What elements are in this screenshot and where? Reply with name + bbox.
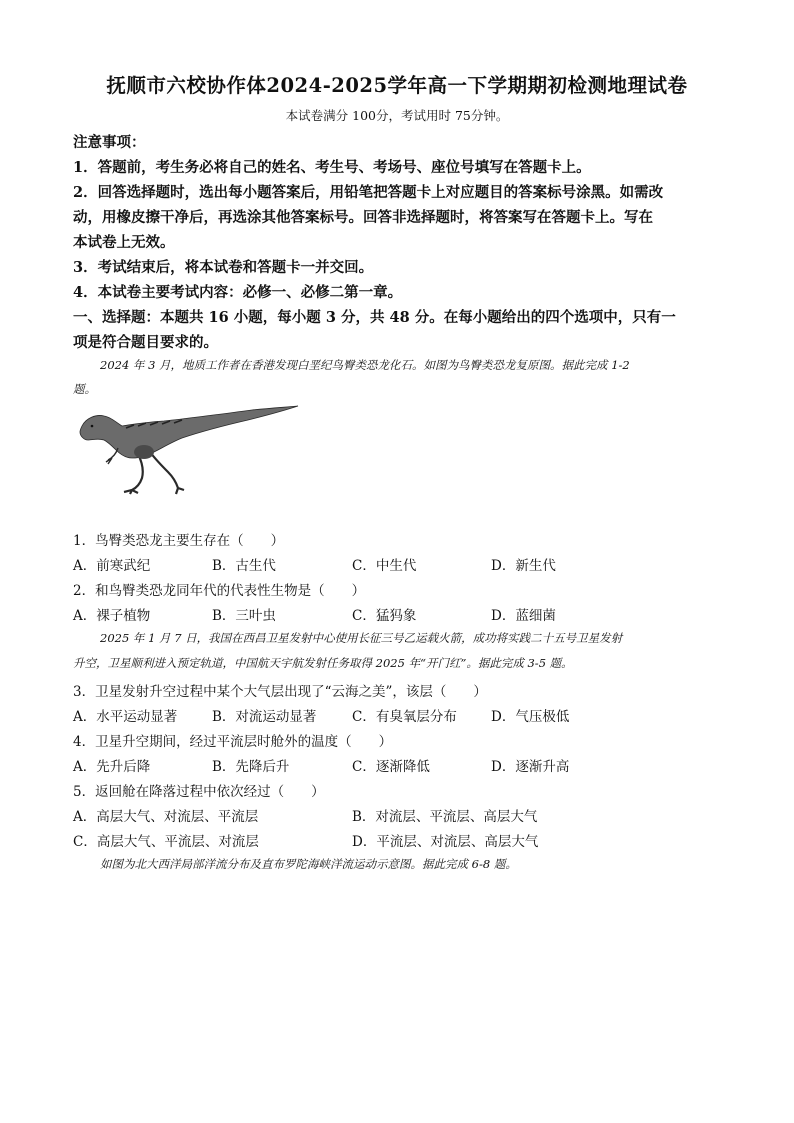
question-3-option-a[interactable]: A．水平运动显著 [73,709,178,725]
question-3-option-d[interactable]: D．气压极低 [491,709,570,725]
passage-3-line-1: 如图为北大西洋局部洋流分布及直布罗陀海峡洋流运动示意图。据此完成 6-8 题。 [100,857,517,871]
question-5-option-a[interactable]: A．高层大气、对流层、平流层 [73,809,259,825]
notice-item-1: 1．答题前，考生务必将自己的姓名、考生号、考场号、座位号填写在答题卡上。 [73,159,591,176]
question-5-option-c[interactable]: C．高层大气、平流层、对流层 [73,834,259,850]
passage-2-line-2: 升空，卫星顺利进入预定轨道，中国航天宇航发射任务取得 2025 年“开门红”。据此完成 3-5 题。 [73,656,573,670]
question-3-option-c[interactable]: C．有臭氧层分布 [352,709,457,725]
question-1-stem: 1．鸟臀类恐龙主要生存在（ ） [73,533,285,549]
notice-item-3: 3．考试结束后，将本试卷和答题卡一并交回。 [73,259,374,276]
notice-item-4: 4．本试卷主要考试内容：必修一、必修二第一章。 [73,284,403,301]
question-1-option-b[interactable]: B．古生代 [212,558,276,574]
question-2-option-d[interactable]: D．蓝细菌 [491,608,556,624]
question-4-option-a[interactable]: A．先升后降 [73,759,151,775]
notice-heading: 注意事项： [73,134,146,151]
question-4-option-b[interactable]: B．先降后升 [212,759,290,775]
question-2-option-b[interactable]: B．三叶虫 [212,608,276,624]
question-1-option-c[interactable]: C．中生代 [352,558,417,574]
question-4-option-d[interactable]: D．逐渐升高 [491,759,570,775]
passage-1-line-1: 2024 年 3 月，地质工作者在香港发现白垩纪鸟臀类恐龙化石。如图为鸟臀类恐龙复原图。据此完成 1-2 [100,358,630,372]
question-5-option-d[interactable]: D．平流层、对流层、高层大气 [352,834,539,850]
question-5-option-b[interactable]: B．对流层、平流层、高层大气 [352,809,538,825]
question-1-option-d[interactable]: D．新生代 [491,558,556,574]
passage-1-line-2: 题。 [73,382,96,396]
passage-2-line-1: 2025 年 1 月 7 日，我国在西昌卫星发射中心使用长征三号乙运载火箭，成功将实践二十五号卫星发射 [100,631,623,645]
question-4-option-c[interactable]: C．逐渐降低 [352,759,430,775]
section-1-heading-line-1: 一、选择题：本题共 16 小题，每小题 3 分，共 48 分。在每小题给出的四个选项中，只有一 [73,309,676,326]
notice-item-2-line-2: 动，用橡皮擦干净后，再选涂其他答案标号。回答非选择题时，将答案写在答题卡上。写在 [73,209,653,226]
question-1-option-a[interactable]: A．前寒武纪 [73,558,151,574]
exam-subtitle: 本试卷满分 100分，考试用时 75分钟。 [285,108,509,123]
question-4-stem: 4．卫星升空期间，经过平流层时舱外的温度（ ） [73,734,393,750]
section-1-heading-line-2: 项是符合题目要求的。 [73,334,218,351]
notice-item-2-line-3: 本试卷上无效。 [73,234,175,251]
exam-title: 抚顺市六校协作体2024-2025学年高一下学期期初检测地理试卷 [106,74,688,97]
dinosaur-illustration [72,404,300,496]
question-2-option-a[interactable]: A．裸子植物 [73,608,151,624]
question-2-option-c[interactable]: C．猛犸象 [352,608,417,624]
notice-item-2-line-1: 2．回答选择题时，选出每小题答案后，用铅笔把答题卡上对应题目的答案标号涂黑。如需改 [73,184,664,201]
question-5-stem: 5．返回舱在降落过程中依次经过（ ） [73,784,325,800]
question-3-stem: 3．卫星发射升空过程中某个大气层出现了“云海之美”，该层（ ） [73,684,487,700]
question-2-stem: 2．和鸟臀类恐龙同年代的代表性生物是（ ） [73,583,366,599]
question-3-option-b[interactable]: B．对流运动显著 [212,709,317,725]
